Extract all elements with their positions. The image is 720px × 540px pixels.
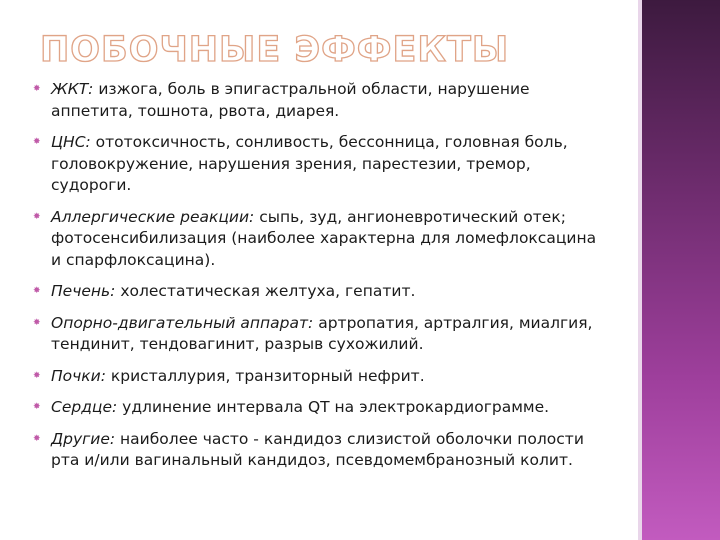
- bullet-icon: ✸: [33, 84, 41, 94]
- item-label: ЦНС:: [51, 133, 91, 151]
- item-label: ЖКТ:: [51, 80, 94, 98]
- list-item-musculoskeletal: [33, 313, 603, 356]
- bullet-icon: ✸: [33, 433, 41, 444]
- item-text: сыпь, зуд, ангионевротический отек; фотосенсибилизация (наиболее характерна для ломефлоксацина и спарфлоксацина).: [51, 207, 597, 269]
- item-label: Почки:: [51, 366, 106, 385]
- item-text: удлинение интервала QT на электрокардиограмме.: [117, 398, 550, 416]
- bullet-icon: ✸: [33, 317, 41, 328]
- bullet-icon: ✸: [33, 286, 41, 296]
- bullet-icon: ✸: [33, 370, 41, 381]
- decorative-sidebar: [642, 0, 720, 540]
- list-item-liver: [33, 281, 603, 303]
- list-item-allergic: [33, 207, 603, 272]
- item-text: кристаллурия, транзиторный нефрит.: [105, 366, 425, 385]
- item-label: Сердце:: [51, 398, 118, 416]
- list-item-heart: [33, 397, 603, 419]
- item-label: Опорно-двигательный аппарат:: [51, 313, 314, 332]
- list-item-gi: [33, 79, 603, 122]
- bullet-icon: ✸: [33, 137, 41, 147]
- item-text: изжога, боль в эпигастральной области, нарушение аппетита, тошнота, рвота, диарея.: [51, 80, 530, 120]
- item-text: ототоксичность, сонливость, бессонница, головная боль, головокружение, нарушения зрения, парестезии, тремор, судороги.: [51, 133, 568, 194]
- item-label: Аллергические реакции:: [51, 207, 255, 226]
- item-text: холестатическая желтуха, гепатит.: [115, 282, 416, 300]
- item-text: наиболее часто - кандидоз слизистой оболочки полости рта и/или вагинальный кандидоз, псевдомембранозный колит.: [51, 429, 584, 469]
- bullet-icon: ✸: [33, 211, 41, 222]
- item-text: артропатия, артралгия, миалгия, тендинит, тендовагинит, разрыв сухожилий.: [51, 313, 593, 353]
- item-label: Печень:: [51, 282, 116, 300]
- side-effects-list: [33, 79, 603, 482]
- item-label: Другие:: [51, 429, 116, 448]
- bullet-icon: ✸: [33, 402, 41, 412]
- slide-title: ПОБОЧНЫЕ ЭФФЕКТЫ: [40, 30, 510, 70]
- list-item-cns: [33, 132, 603, 197]
- list-item-other: [33, 429, 603, 472]
- list-item-kidneys: [33, 366, 603, 388]
